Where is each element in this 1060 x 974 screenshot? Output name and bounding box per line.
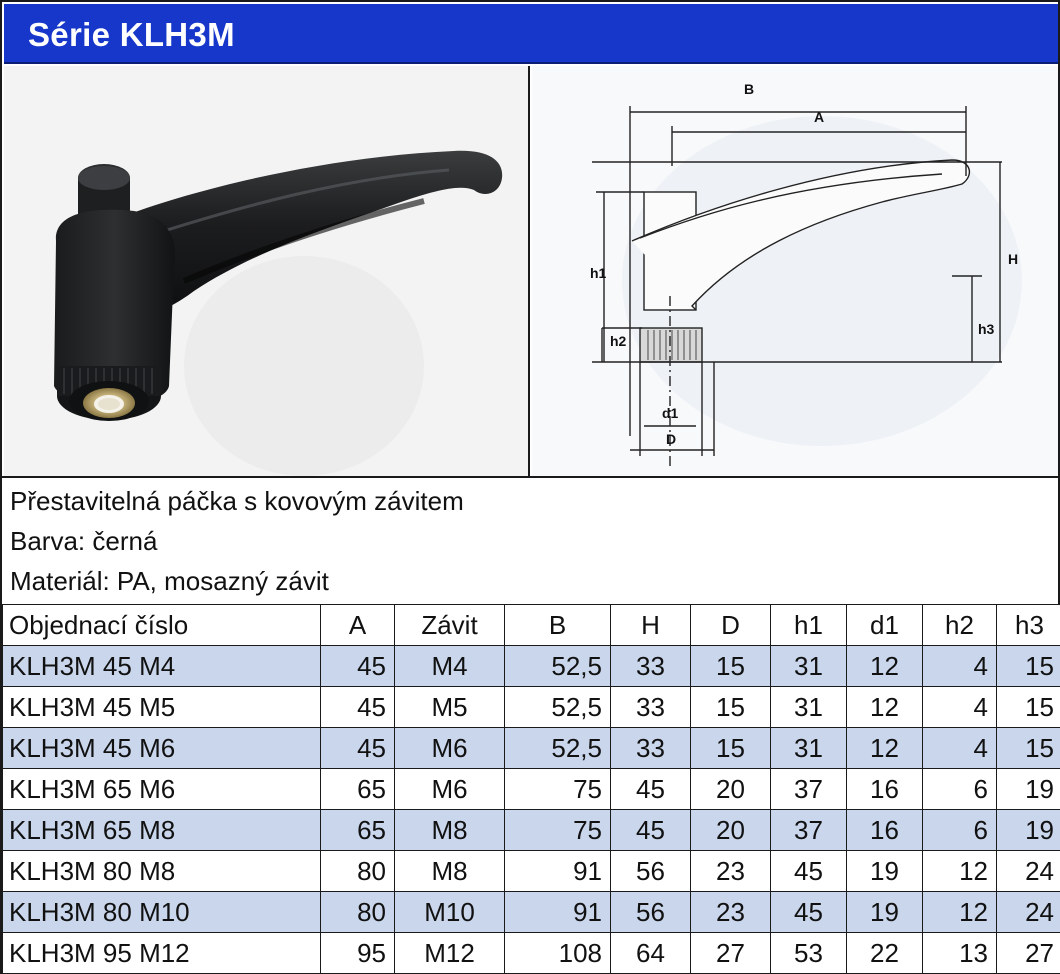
table-cell: 27 bbox=[691, 933, 771, 974]
table-cell: 23 bbox=[691, 892, 771, 933]
table-row bbox=[3, 892, 1060, 933]
order-number-cell: KLH3M 45 M5 bbox=[3, 687, 321, 728]
table-cell: 65 bbox=[321, 769, 395, 810]
table-cell: 12 bbox=[923, 851, 997, 892]
table-cell: 56 bbox=[611, 851, 691, 892]
table-cell: 64 bbox=[611, 933, 691, 974]
table-cell: 33 bbox=[611, 687, 691, 728]
column-header: H bbox=[611, 605, 691, 646]
table-cell: 45 bbox=[771, 851, 847, 892]
table-cell: 45 bbox=[611, 810, 691, 851]
table-row bbox=[3, 769, 1060, 810]
table-cell: 4 bbox=[923, 687, 997, 728]
table-body bbox=[3, 646, 1060, 974]
table-cell: 45 bbox=[321, 728, 395, 769]
table-cell: 37 bbox=[771, 810, 847, 851]
table-row bbox=[3, 851, 1060, 892]
technical-drawing bbox=[532, 66, 1058, 476]
table-cell: 31 bbox=[771, 646, 847, 687]
table-cell: 45 bbox=[321, 646, 395, 687]
table-cell: 31 bbox=[771, 728, 847, 769]
table-cell: 19 bbox=[997, 810, 1060, 851]
table-cell: 52,5 bbox=[505, 687, 611, 728]
table-cell: 6 bbox=[923, 769, 997, 810]
table-cell: 15 bbox=[997, 687, 1060, 728]
table-cell: 19 bbox=[847, 851, 923, 892]
table-cell: 91 bbox=[505, 851, 611, 892]
table-cell: 52,5 bbox=[505, 646, 611, 687]
table-cell: 23 bbox=[691, 851, 771, 892]
table-cell: 12 bbox=[847, 646, 923, 687]
table-cell: 16 bbox=[847, 769, 923, 810]
table-cell: 65 bbox=[321, 810, 395, 851]
table-cell: M6 bbox=[395, 769, 505, 810]
table-cell: 12 bbox=[847, 728, 923, 769]
table-cell: 15 bbox=[691, 687, 771, 728]
table-cell: 15 bbox=[997, 646, 1060, 687]
order-number-cell: KLH3M 45 M6 bbox=[3, 728, 321, 769]
order-number-cell: KLH3M 45 M4 bbox=[3, 646, 321, 687]
table-cell: 6 bbox=[923, 810, 997, 851]
table-cell: M6 bbox=[395, 728, 505, 769]
column-header: A bbox=[321, 605, 395, 646]
column-header: d1 bbox=[847, 605, 923, 646]
table-cell: M4 bbox=[395, 646, 505, 687]
divider bbox=[2, 476, 1060, 478]
table-cell: 19 bbox=[997, 769, 1060, 810]
images-row bbox=[2, 66, 1060, 478]
table-cell: 80 bbox=[321, 892, 395, 933]
table-cell: 13 bbox=[923, 933, 997, 974]
order-number-cell: KLH3M 65 M8 bbox=[3, 810, 321, 851]
table-cell: 33 bbox=[611, 646, 691, 687]
table-cell: 80 bbox=[321, 851, 395, 892]
table-cell: 19 bbox=[847, 892, 923, 933]
product-material: Materiál: PA, mosazný závit bbox=[10, 566, 329, 596]
product-description: Přestavitelná páčka s kovovým závitem bbox=[10, 486, 464, 516]
series-title: Série KLH3M bbox=[28, 16, 235, 53]
table-cell: 16 bbox=[847, 810, 923, 851]
table-row bbox=[3, 810, 1060, 851]
table-cell: M8 bbox=[395, 851, 505, 892]
table-cell: 20 bbox=[691, 810, 771, 851]
order-number-cell: KLH3M 65 M6 bbox=[3, 769, 321, 810]
column-header: h3 bbox=[997, 605, 1060, 646]
table-cell: 45 bbox=[611, 769, 691, 810]
table-cell: 12 bbox=[847, 687, 923, 728]
table-cell: 22 bbox=[847, 933, 923, 974]
dimension-drawing bbox=[532, 66, 1058, 476]
label-h1: h1 bbox=[590, 265, 607, 281]
column-header: Závit bbox=[395, 605, 505, 646]
table-cell: 56 bbox=[611, 892, 691, 933]
table-cell: 37 bbox=[771, 769, 847, 810]
label-A: A bbox=[814, 109, 825, 125]
table-row bbox=[3, 728, 1060, 769]
label-h3: h3 bbox=[978, 321, 995, 337]
table-cell: 31 bbox=[771, 687, 847, 728]
table-header-row bbox=[3, 605, 1060, 646]
column-header: Objednací číslo bbox=[3, 605, 321, 646]
table-cell: M8 bbox=[395, 810, 505, 851]
order-number-cell: KLH3M 80 M8 bbox=[3, 851, 321, 892]
label-H: H bbox=[1008, 251, 1019, 267]
table-cell: 24 bbox=[997, 892, 1060, 933]
label-d1: d1 bbox=[662, 405, 679, 421]
dimensions-table bbox=[2, 604, 1060, 974]
table-cell: 45 bbox=[771, 892, 847, 933]
table-cell: 45 bbox=[321, 687, 395, 728]
table-cell: 15 bbox=[691, 728, 771, 769]
label-B: B bbox=[744, 81, 755, 97]
column-header: h1 bbox=[771, 605, 847, 646]
clamping-lever-photo bbox=[4, 66, 530, 476]
table-cell: 4 bbox=[923, 728, 997, 769]
label-D: D bbox=[666, 431, 677, 447]
table-cell: 20 bbox=[691, 769, 771, 810]
table-cell: 52,5 bbox=[505, 728, 611, 769]
table-cell: 108 bbox=[505, 933, 611, 974]
table-cell: 27 bbox=[997, 933, 1060, 974]
table-cell: M12 bbox=[395, 933, 505, 974]
table-cell: M5 bbox=[395, 687, 505, 728]
table-cell: 33 bbox=[611, 728, 691, 769]
column-header: B bbox=[505, 605, 611, 646]
table-cell: 75 bbox=[505, 810, 611, 851]
table-row bbox=[3, 646, 1060, 687]
table-cell: 75 bbox=[505, 769, 611, 810]
table-cell: 4 bbox=[923, 646, 997, 687]
product-photo bbox=[4, 66, 530, 476]
table-cell: 15 bbox=[997, 728, 1060, 769]
label-h2: h2 bbox=[610, 333, 627, 349]
column-header: h2 bbox=[923, 605, 997, 646]
table-cell: 95 bbox=[321, 933, 395, 974]
header-bar bbox=[4, 4, 1058, 64]
table-row bbox=[3, 933, 1060, 974]
table-cell: 12 bbox=[923, 892, 997, 933]
table-row bbox=[3, 687, 1060, 728]
table-cell: 53 bbox=[771, 933, 847, 974]
table-cell: 15 bbox=[691, 646, 771, 687]
product-color: Barva: černá bbox=[10, 526, 158, 556]
order-number-cell: KLH3M 80 M10 bbox=[3, 892, 321, 933]
table-cell: M10 bbox=[395, 892, 505, 933]
order-number-cell: KLH3M 95 M12 bbox=[3, 933, 321, 974]
table-cell: 91 bbox=[505, 892, 611, 933]
column-header: D bbox=[691, 605, 771, 646]
table-cell: 24 bbox=[997, 851, 1060, 892]
